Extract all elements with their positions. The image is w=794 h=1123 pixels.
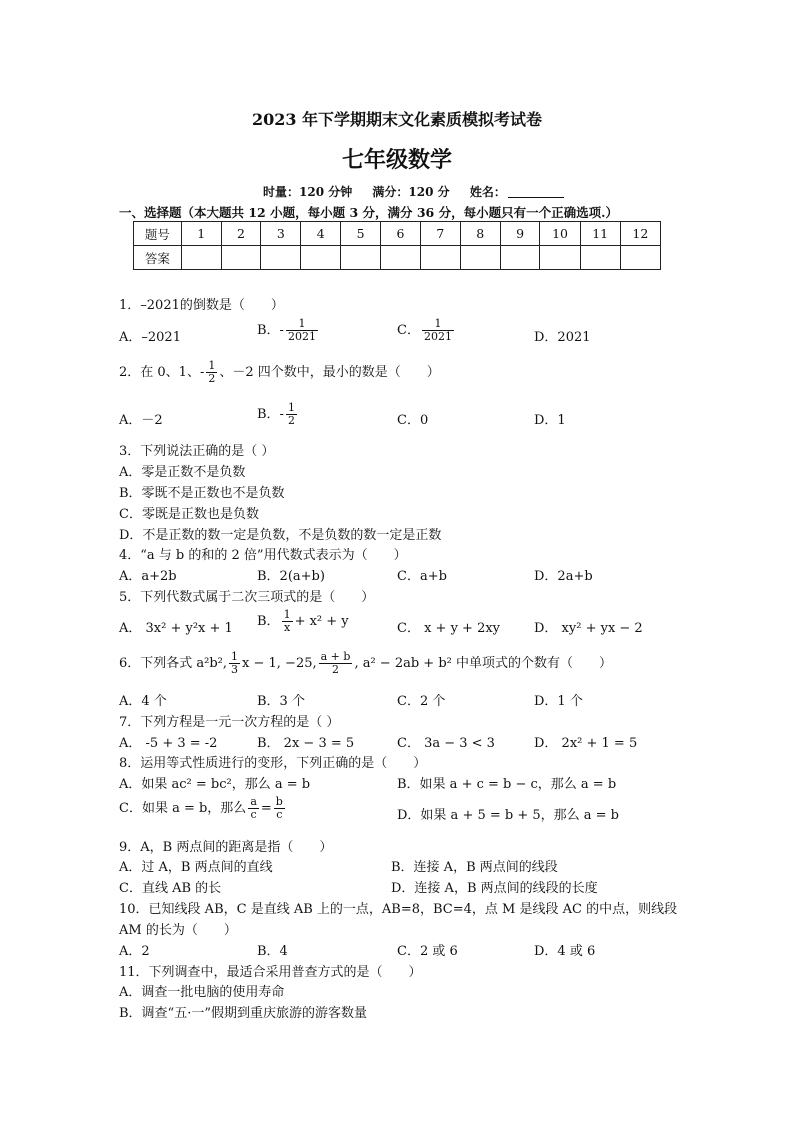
exam-meta <box>263 183 580 200</box>
option-d: D．连接 A，B 两点间的线段的长度 <box>391 881 598 896</box>
option-d: D．4 或 6 <box>534 944 596 959</box>
fraction <box>286 402 297 427</box>
option-a: A． 3x² + y²x + 1 <box>119 621 233 636</box>
name-blank <box>508 186 564 198</box>
stem-part: 、－2 四个数中，最小的数是（ ） <box>219 365 440 380</box>
fraction <box>274 796 285 821</box>
option-prefix: C． <box>397 323 420 338</box>
option-c <box>397 318 456 343</box>
option-d: D． xy² + yx − 2 <box>534 621 643 636</box>
option-d: D．不是正数的数一定是负数，不是负数的数一定是正数 <box>119 528 442 543</box>
answer-cell[interactable] <box>261 246 301 270</box>
option-prefix: C．如果 a = b，那么 <box>119 801 247 816</box>
option-prefix: B．- <box>257 323 284 338</box>
question-stem: 3．下列说法正确的是（ ） <box>119 444 275 459</box>
option-a: A． -5 + 3 = -2 <box>119 736 218 751</box>
answer-cell[interactable] <box>181 246 221 270</box>
fraction-denominator: 2 <box>332 663 340 676</box>
question-number: 2 <box>221 222 261 246</box>
option-b: B．如果 a + c = b − c，那么 a = b <box>397 777 617 792</box>
exam-title: 2023 年下学期期末文化素质模拟考试卷 <box>251 110 543 129</box>
fraction <box>286 318 318 343</box>
question-number: 1 <box>181 222 221 246</box>
option-b: B． 2x − 3 = 5 <box>257 736 355 751</box>
option-b <box>257 609 349 634</box>
fraction <box>282 609 293 634</box>
answer-cell[interactable] <box>580 246 620 270</box>
option-prefix: B． <box>257 614 280 629</box>
question-number: 10 <box>540 222 580 246</box>
question-number: 9 <box>500 222 540 246</box>
fraction-numerator: 1 <box>422 318 454 331</box>
option-prefix: B．- <box>257 407 284 422</box>
option-c: C．a+b <box>397 569 447 584</box>
fraction-numerator: 1 <box>283 608 291 621</box>
option-d: D．2021 <box>534 330 591 345</box>
fraction-denominator: 2 <box>287 414 295 427</box>
exam-subject: 七年级数学 <box>341 147 452 173</box>
fraction <box>422 318 454 343</box>
question-stem: 9．A，B 两点间的距离是指（ ） <box>119 840 333 855</box>
question-stem: 11．下列调查中，最适合采用普查方式的是（ ） <box>119 965 422 980</box>
option-a: A．过 A，B 两点间的直线 <box>119 860 273 875</box>
fraction-denominator: c <box>250 808 257 821</box>
answer-cell[interactable] <box>341 246 381 270</box>
option-c <box>119 796 287 821</box>
answer-cell[interactable] <box>500 246 540 270</box>
answer-cell[interactable] <box>301 246 341 270</box>
option-a: A．2 <box>119 944 150 959</box>
question-stem: 10．已知线段 AB，C 是直线 AB 上的一点，AB=8，BC=4，点 M 是线段 AC 的中点，则线段 <box>119 902 678 917</box>
answer-cell[interactable] <box>620 246 660 270</box>
option-b <box>257 402 299 427</box>
fraction <box>248 796 259 821</box>
stem-part: 6．下列各式 a²b², <box>119 656 228 671</box>
option-a: A．a+2b <box>119 569 177 584</box>
option-d: D．1 个 <box>534 694 583 709</box>
question-number: 6 <box>381 222 421 246</box>
option-b: B．4 <box>257 944 288 959</box>
option-suffix: + x² + y <box>294 614 349 629</box>
question-number: 11 <box>580 222 620 246</box>
fraction-numerator: 1 <box>287 401 295 414</box>
option-a: A．4 个 <box>119 694 167 709</box>
option-c: C．2 个 <box>397 694 446 709</box>
fraction <box>206 360 217 385</box>
question-stem: 7．下列方程是一元一次方程的是（ ） <box>119 715 340 730</box>
answer-cell[interactable] <box>540 246 580 270</box>
option-c: C．0 <box>397 413 429 428</box>
option-b: B．零既不是正数也不是负数 <box>119 486 285 501</box>
option-a: A．－2 <box>119 413 163 428</box>
question-number: 4 <box>301 222 341 246</box>
option-a: A．–2021 <box>119 330 181 345</box>
fraction-numerator: 1 <box>286 318 318 331</box>
fraction-denominator: 2021 <box>423 330 452 343</box>
question-number: 7 <box>420 222 460 246</box>
option-a: A．零是正数不是负数 <box>119 465 246 480</box>
full-score: 满分：120 分 <box>372 185 450 199</box>
option-d: D． 2x² + 1 = 5 <box>534 736 638 751</box>
question-stem <box>119 651 612 676</box>
option-c: C．2 或 6 <box>397 944 458 959</box>
option-c: C． 3a − 3 < 3 <box>397 736 495 751</box>
option-d: D．如果 a + 5 = b + 5，那么 a = b <box>397 808 620 823</box>
fraction <box>319 651 353 676</box>
answer-cell[interactable] <box>381 246 421 270</box>
question-stem-continued: AM 的长为（ ） <box>119 923 237 938</box>
fraction-denominator: c <box>276 808 283 821</box>
question-number: 3 <box>261 222 301 246</box>
fraction-denominator: x <box>283 621 291 634</box>
fraction <box>229 651 240 676</box>
answer-cell[interactable] <box>460 246 500 270</box>
question-number: 8 <box>460 222 500 246</box>
fraction-denominator: 2021 <box>287 330 316 343</box>
option-c: C．直线 AB 的长 <box>119 881 222 896</box>
answer-table-row <box>134 246 661 270</box>
stem-part: , a² − 2ab + b² 中单项式的个数有（ ） <box>354 656 612 671</box>
answer-cell[interactable] <box>420 246 460 270</box>
question-number: 12 <box>620 222 660 246</box>
section-heading: 一、选择题（本大题共 12 小题，每小题 3 分，满分 36 分，每小题只有一个正确选项.） <box>119 205 618 220</box>
fraction-numerator: b <box>275 795 283 808</box>
question-number: 5 <box>341 222 381 246</box>
question-stem: 8．运用等式性质进行的变形，下列正确的是（ ） <box>119 756 427 771</box>
option-b: B．2(a+b) <box>257 569 325 584</box>
option-b: B．3 个 <box>257 694 305 709</box>
option-a: A．调查一批电脑的使用寿命 <box>119 985 285 1000</box>
fraction-numerator: a <box>250 795 257 808</box>
option-b <box>257 318 320 343</box>
option-c: C． x + y + 2xy <box>397 621 501 636</box>
fraction-denominator: 3 <box>231 663 239 676</box>
option-c: C．零既是正数也是负数 <box>119 507 259 522</box>
option-d: D．1 <box>534 413 566 428</box>
row-label: 题号 <box>134 222 182 246</box>
option-a: A．如果 ac² = bc²，那么 a = b <box>119 777 311 792</box>
question-stem: 1．–2021的倒数是（ ） <box>119 298 284 313</box>
fraction-numerator: 1 <box>231 650 239 663</box>
time-limit: 时量：120 分钟 <box>263 185 353 199</box>
fraction-denominator: 2 <box>208 372 216 385</box>
question-stem: 5．下列代数式属于二次三项式的是（ ） <box>119 590 375 605</box>
fraction-numerator: 1 <box>208 359 216 372</box>
name-label: 姓名： <box>469 185 506 199</box>
equals-sign: = <box>260 801 272 816</box>
option-d: D．2a+b <box>534 569 593 584</box>
stem-part: x − 1, −25, <box>242 656 317 671</box>
option-b: B．调查“五·一”假期到重庆旅游的游客数量 <box>119 1006 367 1021</box>
question-stem <box>119 360 440 385</box>
answer-cell[interactable] <box>221 246 261 270</box>
row-label: 答案 <box>134 246 182 270</box>
stem-part: 2．在 0、1、- <box>119 365 205 380</box>
fraction-numerator: a + b <box>320 650 351 663</box>
answer-table <box>133 221 661 270</box>
question-stem: 4．“a 与 b 的和的 2 倍”用代数式表示为（ ） <box>119 548 407 563</box>
answer-table-row <box>134 222 661 246</box>
option-b: B．连接 A，B 两点间的线段 <box>391 860 558 875</box>
